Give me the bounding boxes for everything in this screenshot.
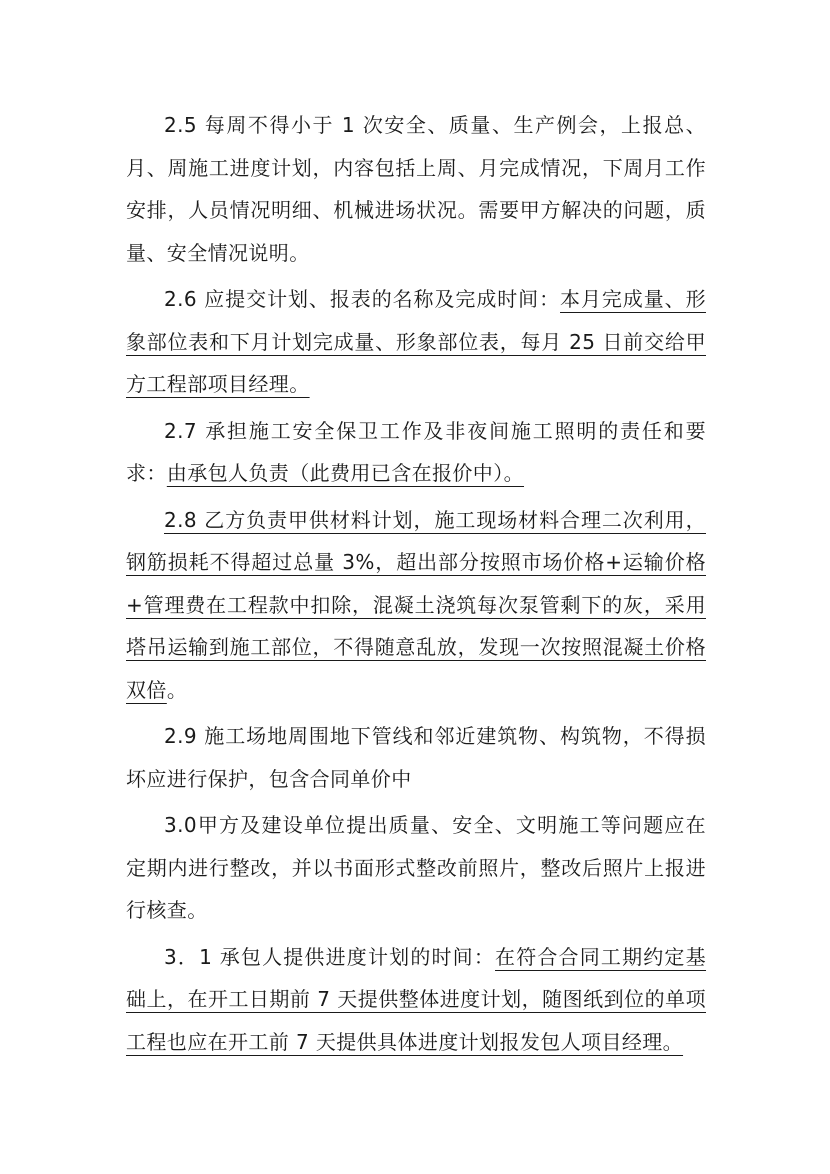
paragraph-2-7-lead: 2.7 承担施工安全保卫工作及非夜间施工照明的责任和要求：	[126, 418, 706, 485]
paragraph-3-0-text: 3.0甲方及建设单位提出质量、安全、文明施工等问题应在定期内进行整改，并以书面形式整改前照片，整改后照片上报进行核查。	[126, 813, 706, 922]
paragraph-2-9	[126, 715, 706, 800]
document-body	[126, 104, 706, 1067]
paragraph-2-7	[126, 410, 706, 495]
paragraph-2-5-text: 2.5 每周不得小于 1 次安全、质量、生产例会，上报总、月、周施工进度计划，内容包括上周、月完成情况，下周月工作安排，人员情况明细、机械进场状况。需要甲方解决的问题，质量、安全情况说明。	[126, 113, 706, 265]
paragraph-2-6-lead: 2.6 应提交计划、报表的名称及完成时间：	[164, 287, 561, 311]
paragraph-3-1	[126, 936, 706, 1064]
paragraph-2-9-text: 2.9 施工场地周围地下管线和邻近建筑物、构筑物，不得损坏应进行保护，包含合同单价中	[126, 724, 706, 791]
paragraph-2-8-underlined: 2.8 乙方负责甲供材料计划，施工现场材料合理二次利用，钢筋损耗不得超过总量 3%，超出部分按照市场价格+运输价格+管理费在工程款中扣除，混凝土浇筑每次泵管剩下的灰，采用塔吊运输到施工部位，不得随意乱放，发现一次按照混凝土价格双倍	[126, 507, 706, 702]
paragraph-2-6	[126, 278, 706, 406]
paragraph-2-6-underlined: 本月完成量、形象部位表和下月计划完成量、形象部位表，每月 25 日前交给甲方工程部项目经理。	[126, 287, 706, 396]
paragraph-2-8-tail: 。	[166, 677, 188, 702]
paragraph-2-5	[126, 104, 706, 274]
paragraph-2-7-underlined: 由承包人负责（此费用已含在报价中）。	[166, 461, 525, 485]
paragraph-3-1-lead: 3．1 承包人提供进度计划的时间：	[164, 944, 496, 969]
paragraph-2-8	[126, 499, 706, 712]
paragraph-3-1-underlined: 在符合合同工期约定基础上，在开工日期前 7 天提供整体进度计划，随图纸到位的单项工程也应在开工前 7 天提供具体进度计划报发包人项目经理。	[126, 944, 707, 1054]
paragraph-3-0	[126, 804, 706, 932]
